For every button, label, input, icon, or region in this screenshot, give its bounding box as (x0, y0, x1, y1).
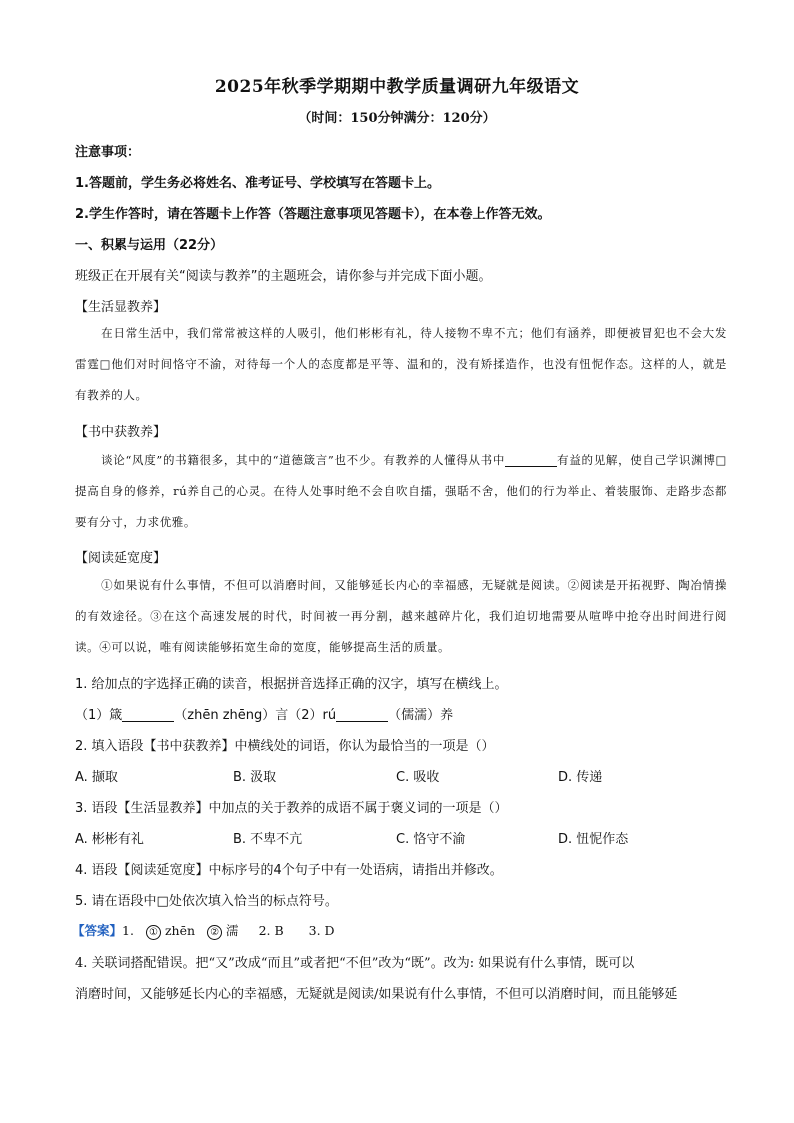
answer-tag: 【答案】 (72, 923, 123, 938)
notice-item-1: 1.答题前，学生务必将姓名、准考证号、学校填写在答题卡上。 (75, 176, 440, 191)
q2-option-c[interactable]: C. 吸收 (396, 770, 440, 785)
answer-line-1: 4. 关联词搭配错误。把“又”改成“而且”或者把“不但”改为“既”。改为: 如果说有什么事情，既可以 (75, 956, 635, 971)
passage-reading-text: ①如果说有什么事情，不但可以消磨时间，又能够延长内心的幸福感，无疑就是阅读。②阅读是开拓视野、陶冶情操的有效途径。③在这个高速发展的时代，时间被一再分割，越来越碎片化，我们迫切地需要从喧哗中抢夺出时间进行阅读。④可以说，唯有阅读能够拓宽生命的宽度，能够提高生活的质量。 (75, 578, 727, 654)
answer-summary (72, 921, 727, 940)
part-label-life: 【生活显教养】 (75, 300, 167, 315)
question-5-stem: 5. 请在语段中□处依次填入恰当的标点符号。 (75, 894, 338, 909)
passage-life-text: 在日常生活中，我们常常被这样的人吸引，他们彬彬有礼，待人接物不卑不亢；他们有涵养，即便被冒犯也不会大发雷霆□他们对时间恪守不渝，对待每一个人的态度都是平等、温和的，没有矫揉造作，也没有忸怩作态。这样的人，就是有教养的人。 (75, 326, 727, 402)
notice-item-2: 2.学生作答时，请在答题卡上作答（答题注意事项见答题卡），在本卷上作答无效。 (75, 207, 551, 222)
q2-option-d[interactable]: D. 传递 (558, 770, 603, 785)
q1-item-a-choice: （zhēn zhēng）言 (174, 708, 289, 723)
page-title: 2025年秋季学期期中教学质量调研九年级语文 (214, 77, 580, 97)
question-1-stem: 1. 给加点的字选择正确的读音，根据拼音选择正确的汉字，填写在横线上。 (75, 677, 508, 692)
q3-option-d[interactable]: D. 忸怩作态 (558, 832, 629, 847)
question-3-stem: 3. 语段【生活显教养】中加点的关于教养的成语不属于褒义词的一项是（） (75, 801, 508, 816)
q3-option-c[interactable]: C. 恪守不渝 (396, 832, 466, 847)
answer-rest: 2. B 3. D (258, 923, 335, 938)
passage-books (75, 445, 727, 538)
q3-option-a[interactable]: A. 彬彬有礼 (75, 832, 144, 847)
q2-option-a[interactable]: A. 撷取 (75, 770, 118, 785)
passage-reading (75, 570, 727, 663)
part-label-books: 【书中获教养】 (75, 425, 167, 440)
answer-circle-2: ② (207, 925, 222, 940)
part-label-reading: 【阅读延宽度】 (75, 551, 167, 566)
q1-blank-b (336, 708, 388, 722)
q2-option-b[interactable]: B. 汲取 (233, 770, 277, 785)
passage-life (75, 318, 727, 411)
answer-value-2: 濡 (226, 923, 239, 938)
question-1-items (75, 704, 730, 723)
section-heading: 一、积累与运用（22分） (75, 238, 224, 253)
passage-books-text-a: 谈论“风度”的书籍很多，其中的“道德箴言”也不少。有教养的人懂得从书中 (101, 453, 506, 467)
q1-item-b-choice: （儒濡）养 (388, 708, 454, 723)
answer-blank (505, 453, 557, 467)
q1-item-a-prefix: （1）箴 (75, 708, 123, 723)
question-2-stem: 2. 填入语段【书中获教养】中横线处的词语，你认为最恰当的一项是（） (75, 739, 495, 754)
q1-item-b-prefix: （2）rú (288, 708, 337, 723)
passage-books-text-b: 有益的见解，使自己学识渊博□提高自身的修养，rú养自己的心灵。在待人处事时绝不会自吹自擂，强聒不舍，他们的行为举止、着装服饰、走路步态都要有分寸，力求优雅。 (75, 453, 728, 529)
notice-heading: 注意事项： (75, 145, 141, 160)
q3-option-b[interactable]: B. 不卑不亢 (233, 832, 303, 847)
question-4-stem: 4. 语段【阅读延宽度】中标序号的4个句子中有一处语病，请指出并修改。 (75, 863, 503, 878)
answer-line-2: 消磨时间，又能够延长内心的幸福感，无疑就是阅读/如果说有什么事情，不但可以消磨时间，而且能够延 (75, 987, 678, 1002)
answer-value-1: zhēn (164, 923, 196, 938)
answer-number-1: 1. (122, 923, 134, 938)
page-subtitle: （时间：150分钟满分：120分） (298, 111, 496, 126)
section-intro: 班级正在开展有关“阅读与教养”的主题班会，请你参与并完成下面小题。 (75, 269, 492, 284)
answer-circle-1: ① (146, 925, 161, 940)
q1-blank-a (122, 708, 174, 722)
